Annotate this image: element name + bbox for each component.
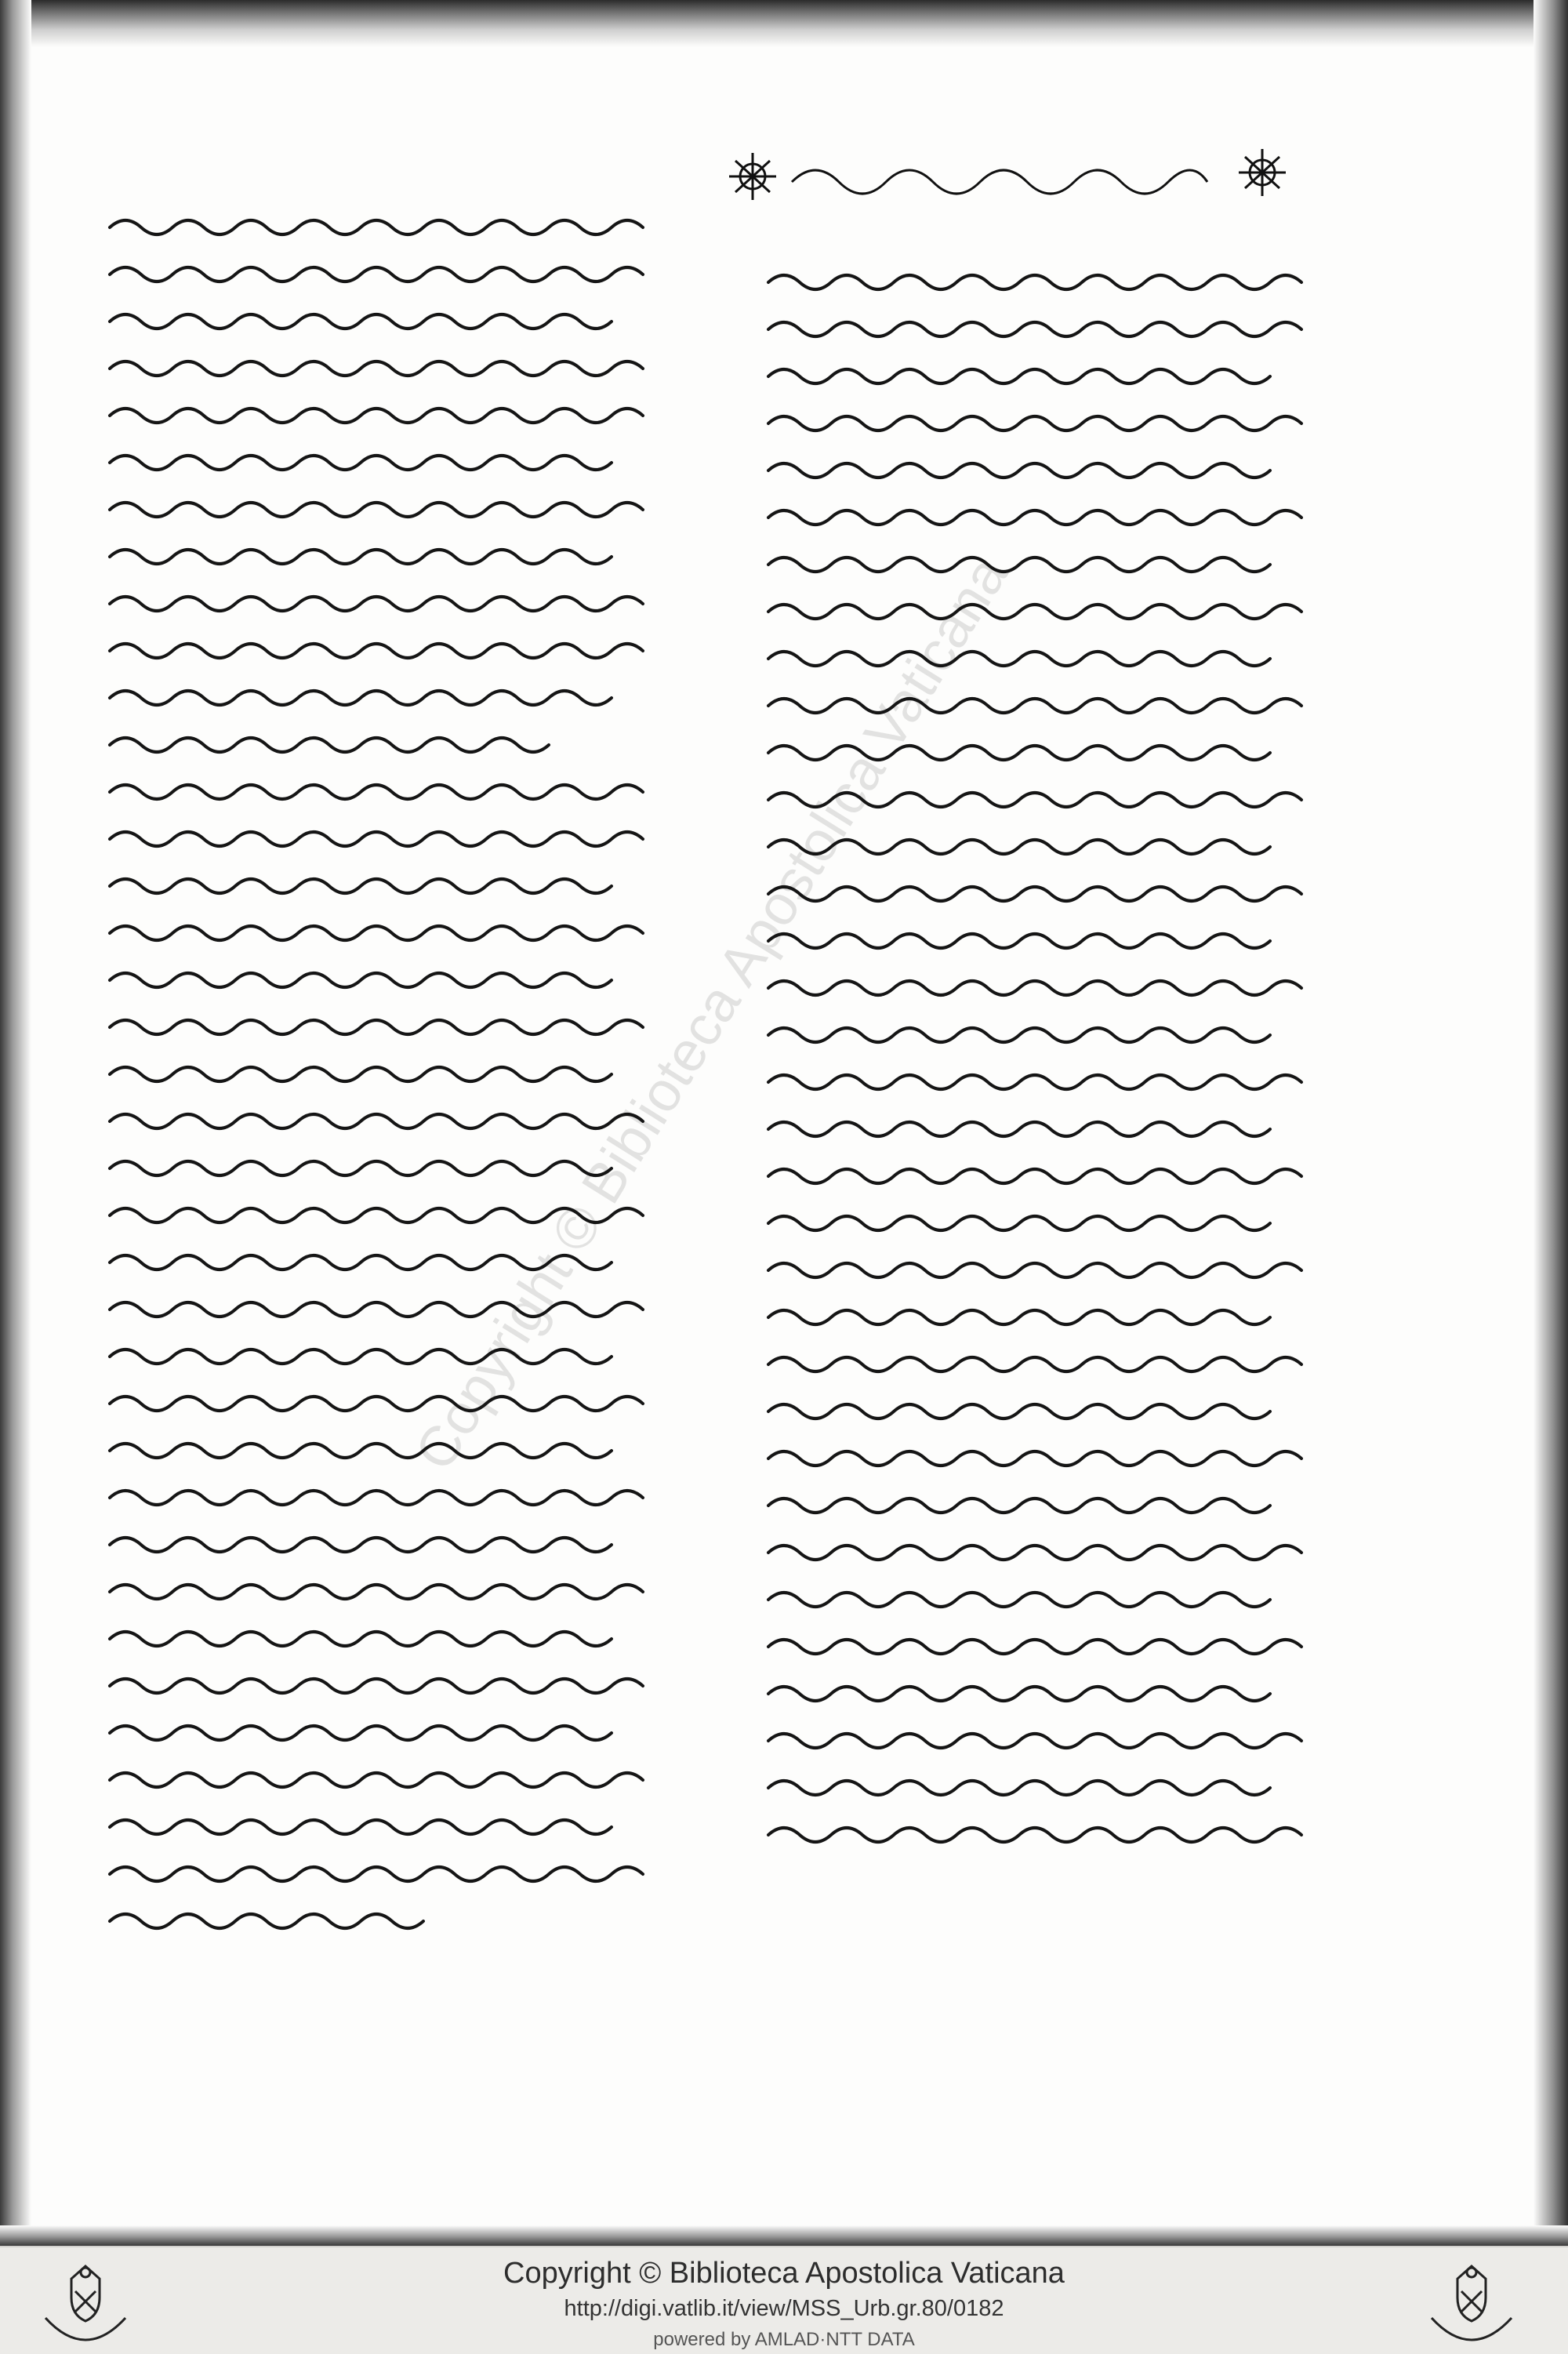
vatican-library-seal-icon <box>1421 2255 1523 2352</box>
footer-copyright-text: Copyright © Biblioteca Apostolica Vaticana <box>503 2257 1065 2290</box>
manuscript-column-left <box>102 196 698 1968</box>
manuscript-column-right <box>760 267 1356 1960</box>
scan-edge-bottom <box>0 2225 1568 2246</box>
headpiece-ornament <box>713 141 1325 235</box>
footer-url-text[interactable]: http://digi.vatlib.it/view/MSS_Urb.gr.80/0182 <box>564 2296 1004 2321</box>
footer-powered-text: powered by AMLAD·NTT DATA <box>653 2329 915 2350</box>
watermark: Copyright © Biblioteca Apostolica Vaticana <box>403 545 1020 1481</box>
scan-edge-left <box>0 0 31 2250</box>
scan-edge-right <box>1534 0 1568 2250</box>
scan-edge-top <box>0 0 1568 47</box>
copyright-footer <box>0 2246 1568 2354</box>
